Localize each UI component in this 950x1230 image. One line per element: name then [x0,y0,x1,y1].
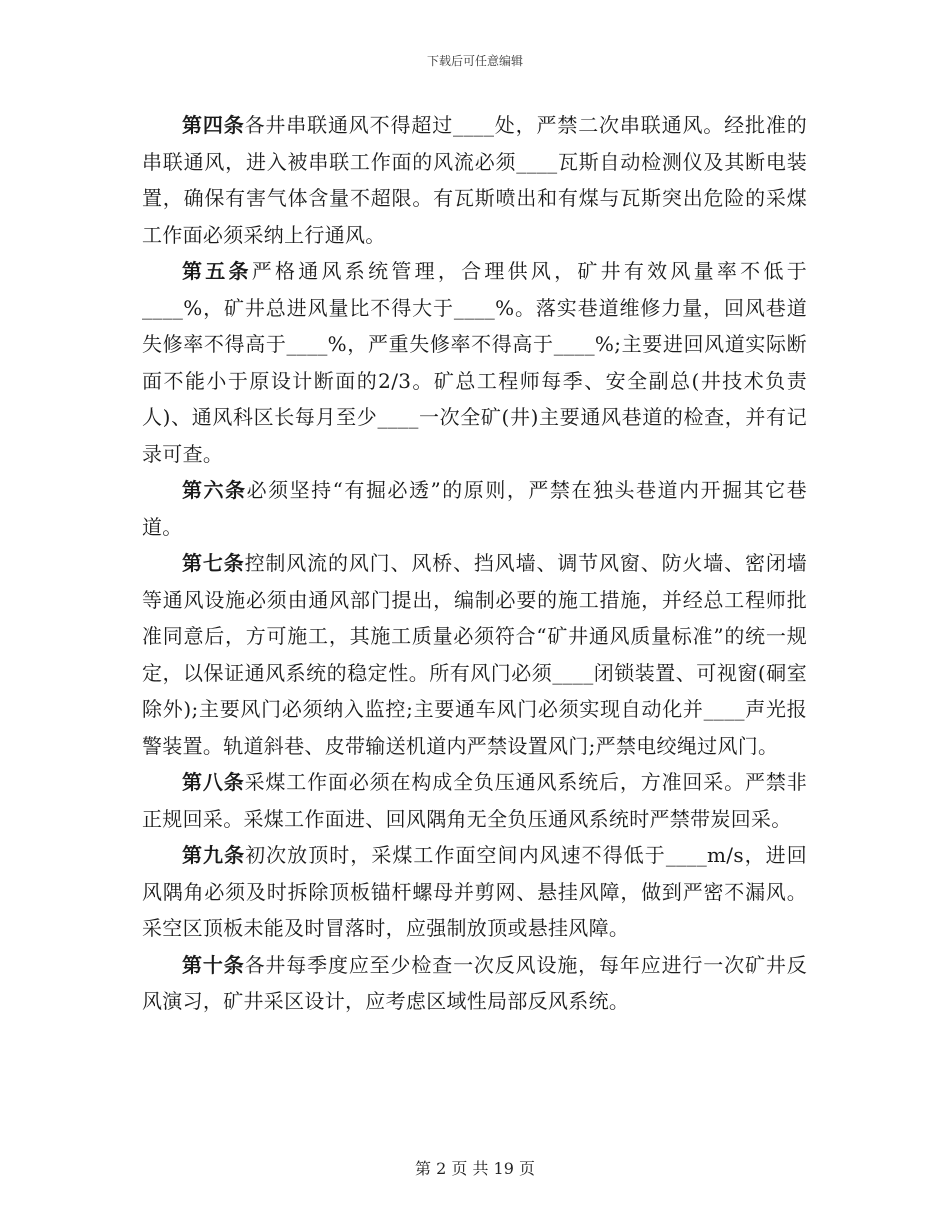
article-number: 第四条 [182,113,245,137]
article-6 [142,472,807,545]
article-text: 采煤工作面必须在构成全负压通风系统后，方准回采。严禁非正规回采。采煤工作面进、回风隅角无全负压通风系统时严禁带炭回采。 [142,770,807,831]
article-number: 第十条 [182,952,245,977]
article-number: 第五条 [182,259,252,283]
article-number: 第六条 [182,478,247,502]
page-header-note: 下载后可任意编辑 [426,54,523,68]
article-4 [142,107,807,253]
article-5 [142,253,807,472]
article-number: 第八条 [182,770,245,794]
article-text: 初次放顶时，采煤工作面空间内风速不得低于____m/s，进回风隅角必须及时拆除顶板锚杆螺母并剪网、悬挂风障，做到严密不漏风。采空区顶板未能及时冒落时，应强制放顶或悬挂风障。 [142,843,807,940]
article-text: 控制风流的风门、风桥、挡风墙、调节风窗、防火墙、密闭墙等通风设施必须由通风部门提出，编制必要的施工措施，并经总工程师批准同意后，方可施工，其施工质量必须符合“矿井通风质量标准”的统一规定，以保证通风系统的稳定性。所有风门必须____闭锁装置、可视窗(硐室除外);主要风门必须纳入监控;主要通车风门必须实现自动化并____声光报警装置。轨道斜巷、皮带输送机道内严禁设置风门;严禁电绞绳过风门。 [142,551,807,758]
article-text: 必须坚持“有掘必透”的原则，严禁在独头巷道内开掘其它巷道。 [142,478,807,539]
article-text: 各井每季度应至少检查一次反风设施，每年应进行一次矿井反风演习，矿井采区设计，应考虑区域性局部反风系统。 [142,952,807,1013]
article-number: 第九条 [182,843,246,867]
article-8 [142,764,807,837]
article-text: 各井串联通风不得超过____处，严禁二次串联通风。经批准的串联通风，进入被串联工作面的风流必须____瓦斯自动检测仪及其断电装置，确保有害气体含量不超限。有瓦斯喷出和有煤与瓦斯突出危险的采煤工作面必须采纳上行通风。 [142,113,808,247]
document-body [142,107,807,1020]
article-number: 第七条 [182,551,245,575]
article-9 [142,837,807,947]
article-10 [142,947,807,1020]
article-text: 严格通风系统管理，合理供风，矿井有效风量率不低于____%，矿井总进风量比不得大于____%。落实巷道维修力量，回风巷道失修率不得高于____%，严重失修率不得高于____%;主要进回风道实际断面不能小于原设计断面的2/3。矿总工程师每季、安全副总(井技术负责人)、通风科区长每月至少____一次全矿(井)主要通风巷道的检查，并有记录可查。 [142,259,807,466]
article-7 [142,545,807,764]
page-number: 第 2 页 共 19 页 [415,1159,535,1178]
